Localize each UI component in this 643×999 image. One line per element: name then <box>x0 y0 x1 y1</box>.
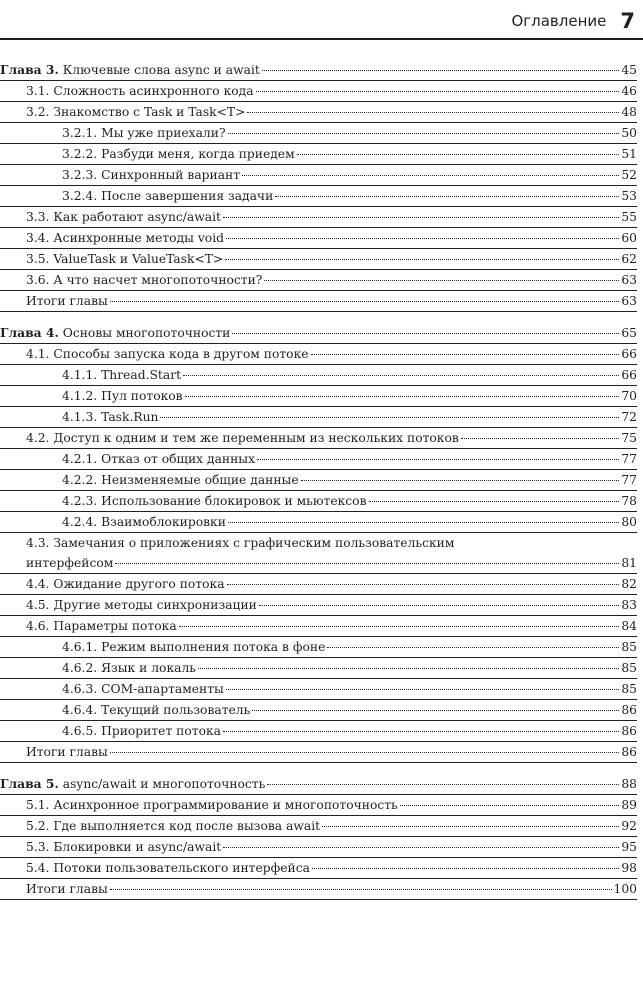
dot-leader <box>257 458 619 460</box>
page-ref: 81 <box>621 556 637 570</box>
dot-leader <box>461 437 620 439</box>
page-ref: 45 <box>621 63 637 77</box>
toc-entry[interactable] <box>0 344 637 365</box>
toc-entry[interactable] <box>0 700 637 721</box>
toc-entry[interactable] <box>0 449 637 470</box>
page-ref: 46 <box>621 84 637 98</box>
dot-leader <box>322 825 619 827</box>
toc-chapter-entry[interactable] <box>0 774 637 795</box>
toc-entry[interactable] <box>0 742 637 762</box>
toc-entry[interactable] <box>0 186 637 207</box>
page-ref: 60 <box>621 231 637 245</box>
dot-leader <box>247 111 619 113</box>
toc-chapter-section <box>0 774 637 900</box>
dot-leader <box>312 867 619 869</box>
entry-title: 4.1.1. Thread.Start <box>62 368 182 382</box>
dot-leader <box>179 625 620 627</box>
page-ref: 84 <box>621 619 637 633</box>
entry-title: Итоги главы <box>26 745 108 759</box>
entry-title: 3.6. А что насчет многопоточности? <box>26 273 263 287</box>
dot-leader <box>110 888 612 890</box>
dot-leader <box>115 562 619 564</box>
page-ref: 55 <box>621 210 637 224</box>
dot-leader <box>198 667 619 669</box>
dot-leader <box>223 846 619 848</box>
dot-leader <box>311 353 620 355</box>
toc-entry[interactable] <box>0 595 637 616</box>
dot-leader <box>226 237 619 239</box>
toc-entry[interactable] <box>0 616 637 637</box>
toc-entry[interactable] <box>0 470 637 491</box>
dot-leader <box>223 730 619 732</box>
page-ref: 92 <box>621 819 637 833</box>
chapter-title: Основы многопоточности <box>62 326 231 340</box>
toc-entry[interactable] <box>0 165 637 186</box>
entry-title: 4.1.2. Пул потоков <box>62 389 183 403</box>
page-ref: 70 <box>621 389 637 403</box>
chapter-title: async/await и многопоточность <box>62 777 266 791</box>
entry-title: 4.2.2. Неизменяемые общие данные <box>62 473 299 487</box>
entry-title: 4.6.4. Текущий пользователь <box>62 703 251 717</box>
toc-entry[interactable] <box>0 721 637 742</box>
toc-entry[interactable] <box>0 81 637 102</box>
dot-leader <box>267 783 619 785</box>
chapter-title: Ключевые слова async и await <box>62 63 260 77</box>
entry-title: 5.1. Асинхронное программирование и многопоточность <box>26 798 398 812</box>
toc-entry[interactable] <box>0 207 637 228</box>
dot-leader <box>264 279 619 281</box>
page-ref: 80 <box>621 515 637 529</box>
entry-title: 3.5. ValueTask и ValueTask<T> <box>26 252 224 266</box>
entry-title: 3.1. Сложность асинхронного кода <box>26 84 254 98</box>
toc-entry[interactable] <box>0 365 637 386</box>
table-of-contents <box>0 60 637 900</box>
page-ref: 77 <box>621 452 637 466</box>
toc-entry[interactable] <box>0 637 637 658</box>
dot-leader <box>228 132 620 134</box>
page-ref: 86 <box>621 745 637 759</box>
dot-leader <box>226 688 620 690</box>
entry-title: Итоги главы <box>26 294 108 308</box>
entry-title: 5.3. Блокировки и async/await <box>26 840 222 854</box>
toc-entry[interactable] <box>0 407 637 428</box>
toc-entry[interactable] <box>0 512 637 533</box>
page-ref: 78 <box>621 494 637 508</box>
page-ref: 62 <box>621 252 637 266</box>
toc-entry[interactable] <box>0 291 637 311</box>
dot-leader <box>275 195 619 197</box>
page-ref: 89 <box>621 798 637 812</box>
page-ref: 53 <box>621 189 637 203</box>
toc-entry[interactable] <box>0 795 637 816</box>
toc-entry[interactable] <box>0 533 637 574</box>
toc-entry[interactable] <box>0 658 637 679</box>
page-ref: 85 <box>621 661 637 675</box>
entry-title: 4.6.2. Язык и локаль <box>62 661 196 675</box>
toc-entry[interactable] <box>0 386 637 407</box>
chapter-label: Глава 5. <box>0 776 59 791</box>
entry-title: 3.2.4. После завершения задачи <box>62 189 274 203</box>
toc-entry[interactable] <box>0 491 637 512</box>
page-ref: 66 <box>621 347 637 361</box>
page-ref: 72 <box>621 410 637 424</box>
page-ref: 98 <box>621 861 637 875</box>
dot-leader <box>301 479 620 481</box>
page-ref: 100 <box>613 882 637 896</box>
page-ref: 82 <box>621 577 637 591</box>
entry-title: 4.1.3. Task.Run <box>62 410 159 424</box>
page-ref: 95 <box>621 840 637 854</box>
dot-leader <box>252 709 619 711</box>
dot-leader <box>297 153 620 155</box>
dot-leader <box>223 216 619 218</box>
entry-title: 4.3. Замечания о приложениях с графическим пользовательским <box>26 536 455 550</box>
dot-leader <box>225 258 619 260</box>
page-ref: 85 <box>621 682 637 696</box>
dot-leader <box>242 174 619 176</box>
page-ref: 85 <box>621 640 637 654</box>
entry-title: 3.2.2. Разбуди меня, когда приедем <box>62 147 295 161</box>
toc-chapter-section <box>0 323 637 763</box>
running-head <box>511 0 635 32</box>
header-rule <box>0 38 643 40</box>
toc-entry[interactable] <box>0 879 637 899</box>
toc-entry[interactable] <box>0 249 637 270</box>
page-ref: 83 <box>621 598 637 612</box>
page-ref: 63 <box>621 273 637 287</box>
dot-leader <box>110 300 620 302</box>
toc-entry[interactable] <box>0 102 637 123</box>
dot-leader <box>185 395 620 397</box>
page-ref: 66 <box>621 368 637 382</box>
page-ref: 50 <box>621 126 637 140</box>
entry-title: 4.2.1. Отказ от общих данных <box>62 452 256 466</box>
dot-leader <box>227 583 620 585</box>
entry-title: 3.3. Как работают async/await <box>26 210 221 224</box>
running-head-title: Оглавление <box>511 12 607 30</box>
dot-leader <box>259 604 620 606</box>
page-ref: 88 <box>621 777 637 791</box>
toc-entry[interactable] <box>0 679 637 700</box>
entry-title: 3.2.1. Мы уже приехали? <box>62 126 226 140</box>
entry-title: 4.1. Способы запуска кода в другом потоке <box>26 347 309 361</box>
page-ref: 63 <box>621 294 637 308</box>
entry-title: 4.5. Другие методы синхронизации <box>26 598 257 612</box>
entry-title: 4.2. Доступ к одним и тем же переменным из нескольких потоков <box>26 431 459 445</box>
toc-chapter-entry[interactable] <box>0 60 637 81</box>
dot-leader <box>228 521 619 523</box>
page-ref: 65 <box>621 326 637 340</box>
entry-title: 3.2.3. Синхронный вариант <box>62 168 241 182</box>
page-ref: 75 <box>621 431 637 445</box>
dot-leader <box>400 804 620 806</box>
entry-title: 5.2. Где выполняется код после вызова await <box>26 819 321 833</box>
page-ref: 52 <box>621 168 637 182</box>
toc-entry[interactable] <box>0 270 637 291</box>
entry-title: 4.6.1. Режим выполнения потока в фоне <box>62 640 326 654</box>
toc-entry[interactable] <box>0 428 637 449</box>
toc-entry[interactable] <box>0 123 637 144</box>
dot-leader <box>110 751 620 753</box>
toc-entry[interactable] <box>0 228 637 249</box>
entry-title: 4.6. Параметры потока <box>26 619 177 633</box>
toc-chapter-entry[interactable] <box>0 323 637 344</box>
page-number: 7 <box>620 9 635 33</box>
entry-title: 4.2.3. Использование блокировок и мьютексов <box>62 494 367 508</box>
page-ref: 77 <box>621 473 637 487</box>
entry-title: 4.6.3. COM-апартаменты <box>62 682 224 696</box>
dot-leader <box>183 374 619 376</box>
page-ref: 86 <box>621 703 637 717</box>
dot-leader <box>369 500 620 502</box>
entry-title: 4.2.4. Взаимоблокировки <box>62 515 226 529</box>
page-ref: 86 <box>621 724 637 738</box>
toc-entry[interactable] <box>0 858 637 879</box>
dot-leader <box>160 416 619 418</box>
toc-chapter-section <box>0 60 637 312</box>
entry-title-continued: интерфейсом <box>26 556 114 570</box>
entry-title: 4.6.5. Приоритет потока <box>62 724 221 738</box>
dot-leader <box>232 332 619 334</box>
page-ref: 48 <box>621 105 637 119</box>
dot-leader <box>262 69 620 71</box>
chapter-label: Глава 4. <box>0 325 59 340</box>
page-ref: 51 <box>621 147 637 161</box>
entry-title: Итоги главы <box>26 882 108 896</box>
chapter-label: Глава 3. <box>0 62 59 77</box>
entry-title: 3.4. Асинхронные методы void <box>26 231 225 245</box>
entry-title: 3.2. Знакомство с Task и Task<T> <box>26 105 246 119</box>
toc-entry[interactable] <box>0 837 637 858</box>
toc-entry[interactable] <box>0 816 637 837</box>
entry-title: 5.4. Потоки пользовательского интерфейса <box>26 861 310 875</box>
toc-entry[interactable] <box>0 574 637 595</box>
toc-entry[interactable] <box>0 144 637 165</box>
dot-leader <box>327 646 619 648</box>
entry-title: 4.4. Ожидание другого потока <box>26 577 225 591</box>
dot-leader <box>256 90 620 92</box>
